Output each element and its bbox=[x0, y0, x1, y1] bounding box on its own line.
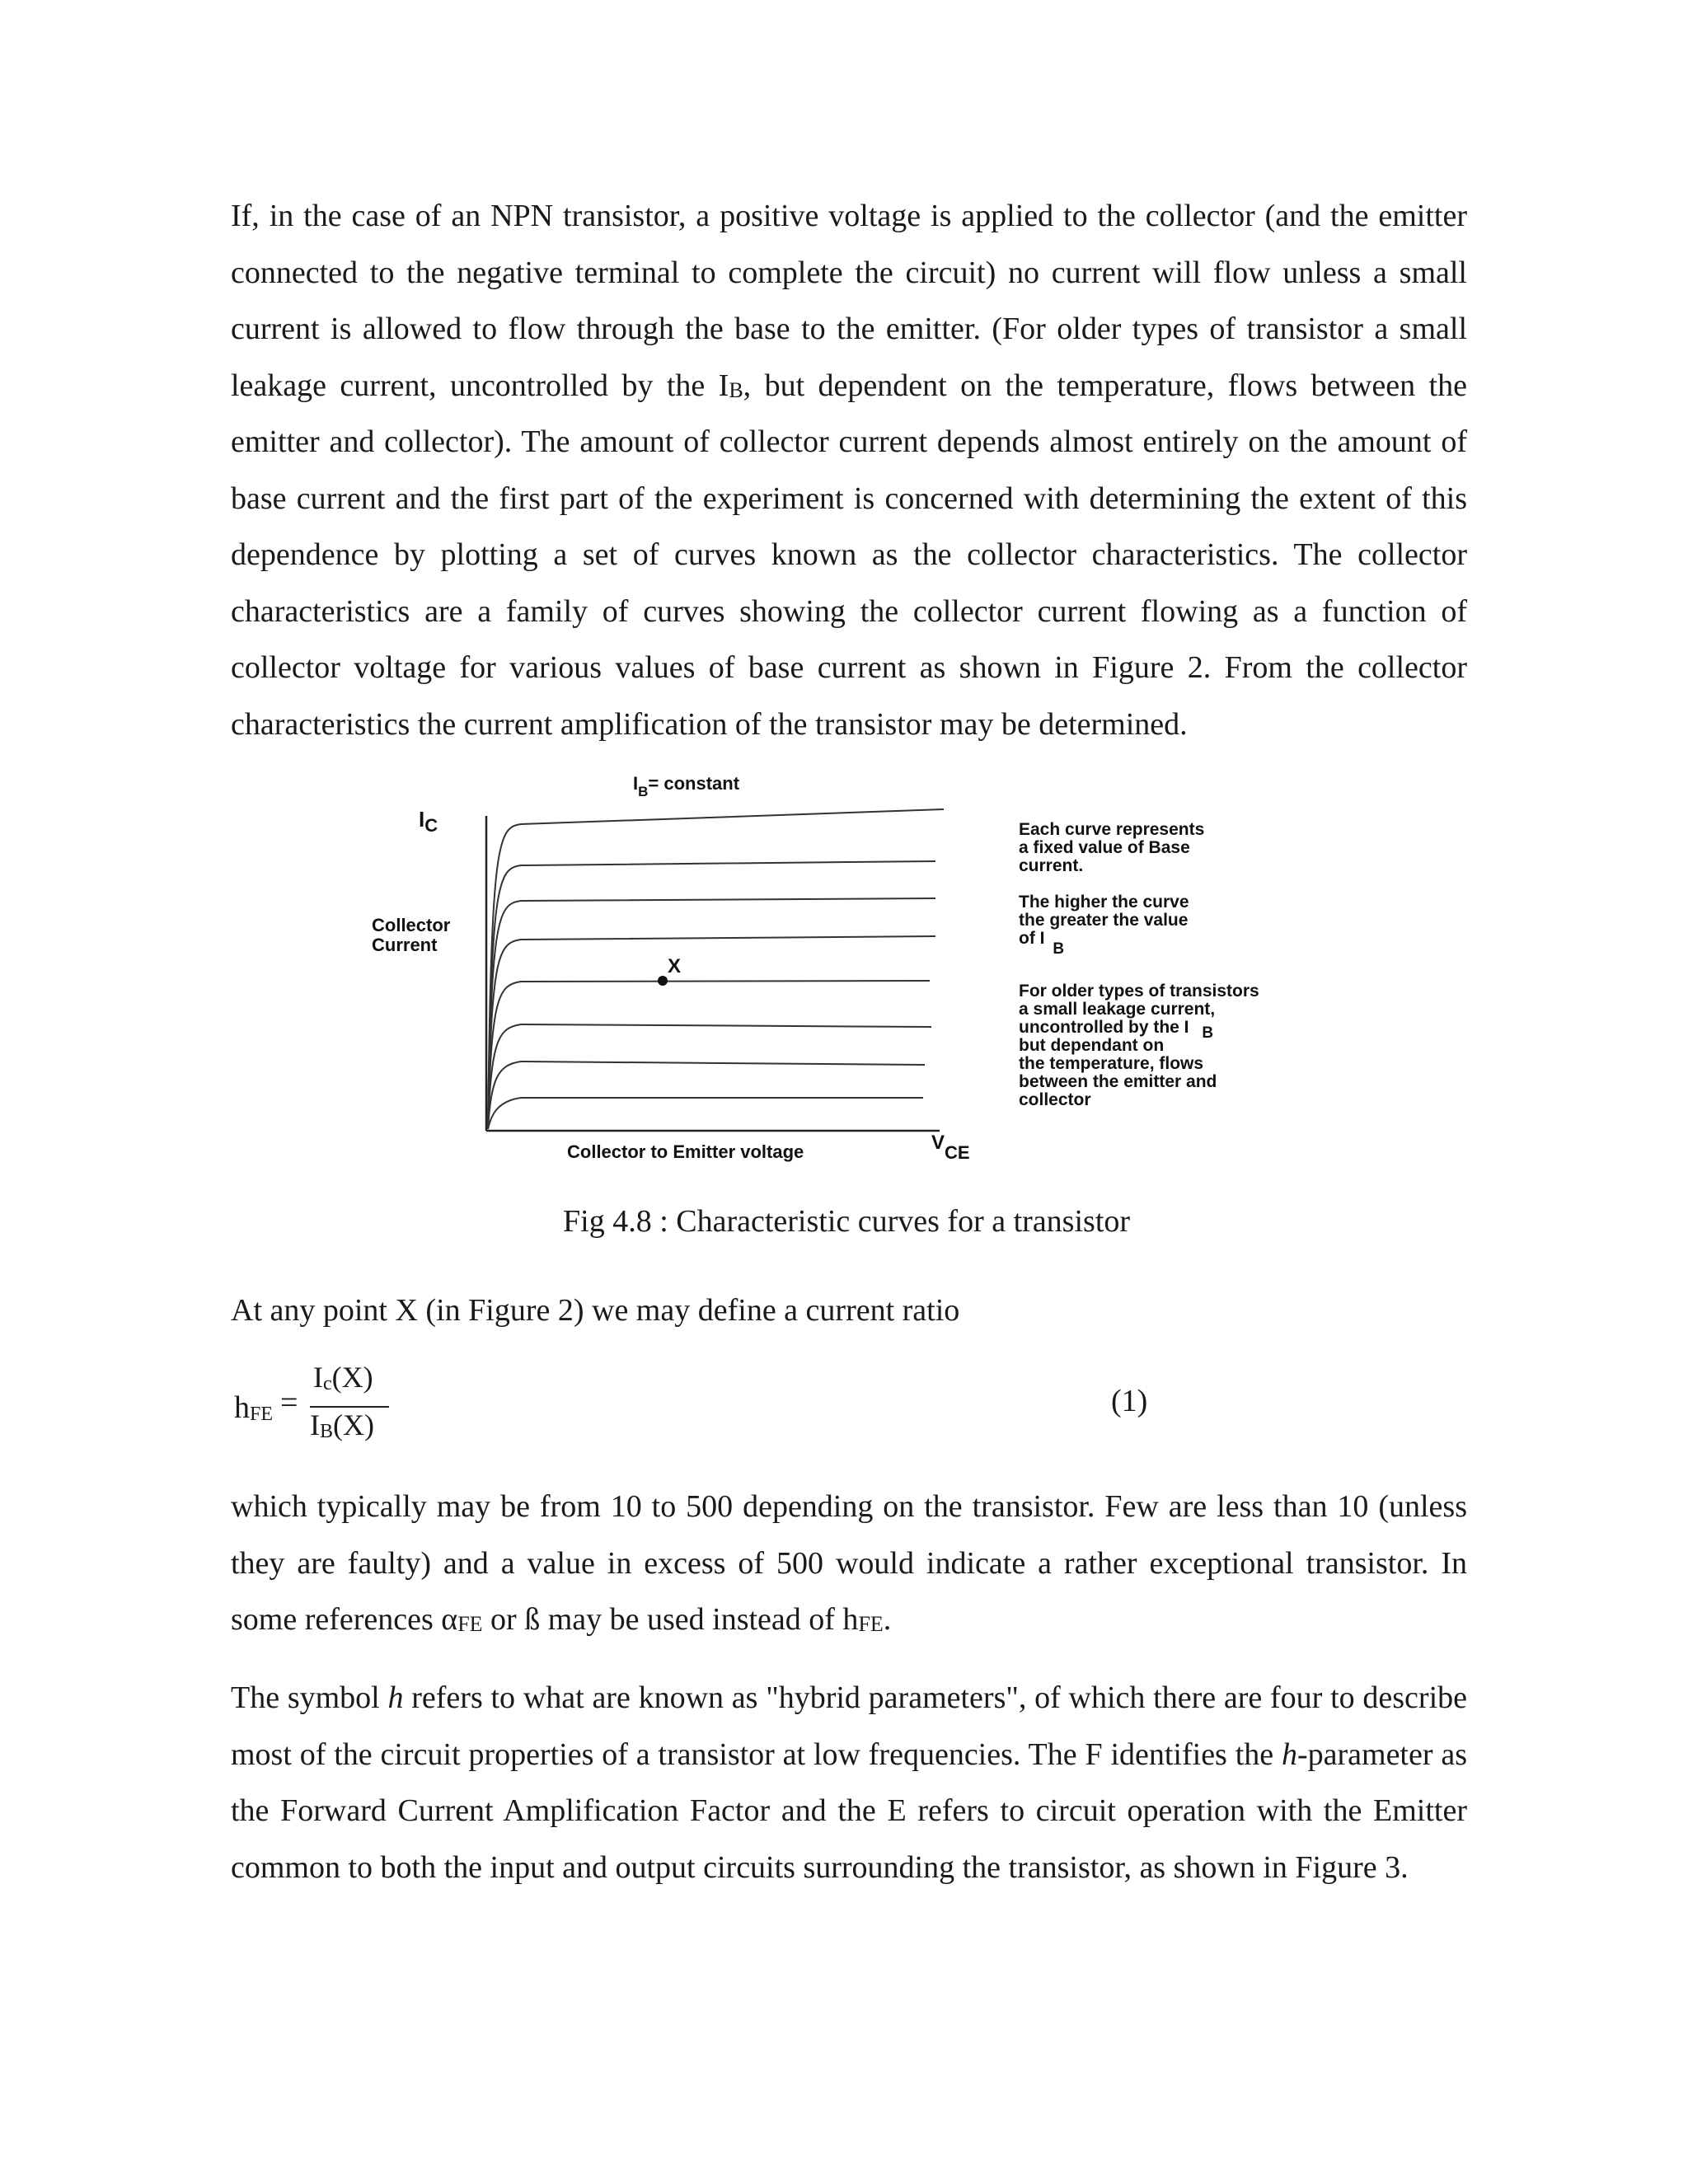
curve-4 bbox=[488, 936, 935, 1129]
x-axis-label: Collector to Emitter voltage bbox=[567, 1141, 804, 1162]
paragraph-current-ratio-text: At any point X (in Figure 2) we may define a current ratio bbox=[231, 1293, 960, 1328]
equation-hfe bbox=[234, 1360, 1512, 1451]
curve-6 bbox=[488, 1024, 931, 1129]
paragraph-intro bbox=[231, 188, 1467, 752]
y-axis-label-line-2: Current bbox=[372, 935, 438, 955]
paragraph-hybrid-parameters: The symbol h refers to what are known as "hybrid parameters", of which there are four to describe most of the circuit properties of a transistor at low frequencies. The F identifies the h-parameter as the Forward Current Amplification Factor and the E refers to circuit operation with the Emitter common to both the input and output circuits surrounding the transistor, as shown in Figure 3. bbox=[231, 1680, 1468, 1885]
y-axis-symbol: $I_C$ bbox=[419, 807, 438, 836]
note-leakage-current: For older types of transistors a small leakage current, uncontrolled by the I B but dependant on the temperature, flows between the emitter and collector bbox=[1019, 982, 1259, 1109]
curve-7 bbox=[488, 1062, 925, 1129]
curve-3 bbox=[488, 898, 935, 1129]
equation-lhs: $h_{FE}$ bbox=[234, 1390, 274, 1425]
paragraph-current-ratio bbox=[231, 1282, 1467, 1339]
note-higher-curve: The higher the curve the greater the value of I B bbox=[1019, 893, 1189, 958]
paragraph-typical-values: which typically may be from 10 to 500 depending on the transistor. Few are less than 10 (unless they are faulty) and a value in excess of 500 would indicate a rather exceptional transistor. In some references $\alpha_{FE}$ or ß may be used instead of $h_{FE}$. bbox=[231, 1489, 1467, 1637]
equation-numerator: $I_c(X)$ bbox=[313, 1361, 373, 1394]
paragraph-intro-subscript: B bbox=[729, 377, 743, 402]
paragraph-intro-text-rest: , but dependent on the temperature, flows between the emitter and collector). The amount of collector current depends almost entirely on the amount of base current and the first part of the experiment is concerned with determining the extent of this dependence by plotting a set of curves known as the collector characteristics. The collector characteristics are a family of curves showing the collector current flowing as a function of collector voltage for various values of base current as shown in Figure 2. From the collector characteristics the current amplification of the transistor may be determined. bbox=[231, 368, 1467, 742]
figure-caption: Fig 4.8 : Characteristic curves for a transistor bbox=[563, 1204, 1131, 1239]
point-x-label: X bbox=[668, 955, 682, 977]
operating-point-x bbox=[658, 976, 668, 986]
equation-denominator: $I_B(X)$ bbox=[310, 1408, 374, 1442]
ib-constant-label: $I_B=$ constant bbox=[633, 773, 740, 799]
curve-8 bbox=[488, 1098, 923, 1129]
curve-2 bbox=[488, 861, 935, 1129]
note-each-curve: Each curve represents a fixed value of Base current. bbox=[1019, 820, 1205, 875]
curve-5 bbox=[488, 981, 930, 1129]
curve-1 bbox=[488, 809, 944, 1129]
equation-equals: = bbox=[280, 1385, 298, 1420]
characteristic-curves bbox=[488, 809, 944, 1129]
equation-number: (1) bbox=[1111, 1384, 1148, 1418]
paragraph-intro-text: If, in the case of an NPN transistor, a positive voltage is applied to the collector (and the emitter connected to the negative terminal to complete the circuit) no current will flow unless a small current is allowed to flow through the base to the emitter. (For older types of transistor a small leakage current, uncontrolled by the I bbox=[231, 199, 1467, 403]
x-axis-symbol: VCE bbox=[931, 1132, 970, 1163]
y-axis-label-line-1: Collector bbox=[372, 915, 451, 935]
